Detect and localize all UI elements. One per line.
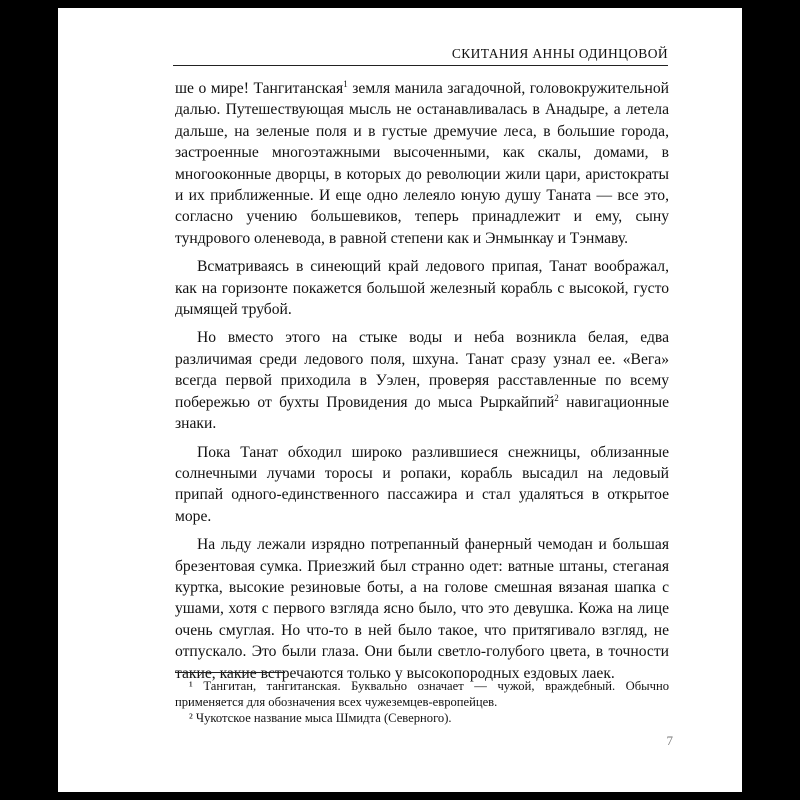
paragraph-3 <box>175 327 669 434</box>
book-page <box>58 8 742 792</box>
footnotes <box>175 678 669 726</box>
page-number: 7 <box>666 733 673 748</box>
footnote-divider <box>175 672 285 673</box>
paragraph-1-text-a: ше о мире! Тангитанская <box>175 80 344 97</box>
footnote-1: ¹ Тангитан, тангитанская. Буквально означает — чужой, враждебный. Обычно применяется для обозначения всех чужеземцев-европейцев. <box>175 679 669 709</box>
paragraph-4: Пока Танат обходил широко разлившиеся снежницы, облизанные солнечными лучами торосы и ропаки, корабль высадил на ледовый припай одного-единственного пассажира и стал удаляться в открытое море. <box>175 443 669 525</box>
paragraph-1 <box>175 78 669 249</box>
footnote-ref-1: 1 <box>343 79 348 89</box>
footnote-2: ² Чукотское название мыса Шмидта (Северного). <box>189 711 452 725</box>
paragraph-3-text-a: Но вместо этого на стыке воды и неба возникла белая, едва различимая среди ледового поля, шхуна. Танат сразу узнал ее. «Вега» всегда первой приходила в Уэлен, проверяя расставленные по всему побережью от бухты Провидения до мыса Рыркайпий <box>175 329 669 411</box>
paragraph-1-text-b: земля манила загадочной, головокружительной далью. Путешествующая мысль не останавливалась в Анадыре, а летела дальше, на зеленые поля и в густые дремучие леса, в большие города, застроенные многоэтажными высоченными, как скалы, домами, в многооконные дворцы, в которых до революции жили цари, аристократы и их приближенные. И еще одно лелеяло юную душу Таната — все это, согласно учению большевиков, теперь принадлежит и ему, сыну тундрового оленевода, в равной степени как и Энмынкау и Тэнмаву. <box>175 80 669 247</box>
running-header: СКИТАНИЯ АННЫ ОДИНЦОВОЙ <box>173 46 668 66</box>
footnote-ref-2: 2 <box>554 392 559 403</box>
paragraph-3-text-b: навигационные знаки. <box>175 393 670 433</box>
body-text <box>175 78 669 684</box>
paragraph-2: Всматриваясь в синеющий край ледового припая, Танат воображал, как на горизонте покажется большой железный корабль с высокой, густо дымящей трубой. <box>175 258 669 319</box>
paragraph-5: На льду лежали изрядно потрепанный фанерный чемодан и большая брезентовая сумка. Приезжий был странно одет: ватные штаны, стеганая куртка, высокие резиновые боты, а на голове смешная вязаная шапка с ушами, хотя с первого взгляда ясно было, что это девушка. Кожа на лице очень смуглая. Но что-то в ней было такое, что притягивало взгляд, не отпускало. Это были глаза. Они были светло-голубого цвета, в точности такие, какие встречаются только у высокопородных ездовых лаек. <box>175 536 669 682</box>
